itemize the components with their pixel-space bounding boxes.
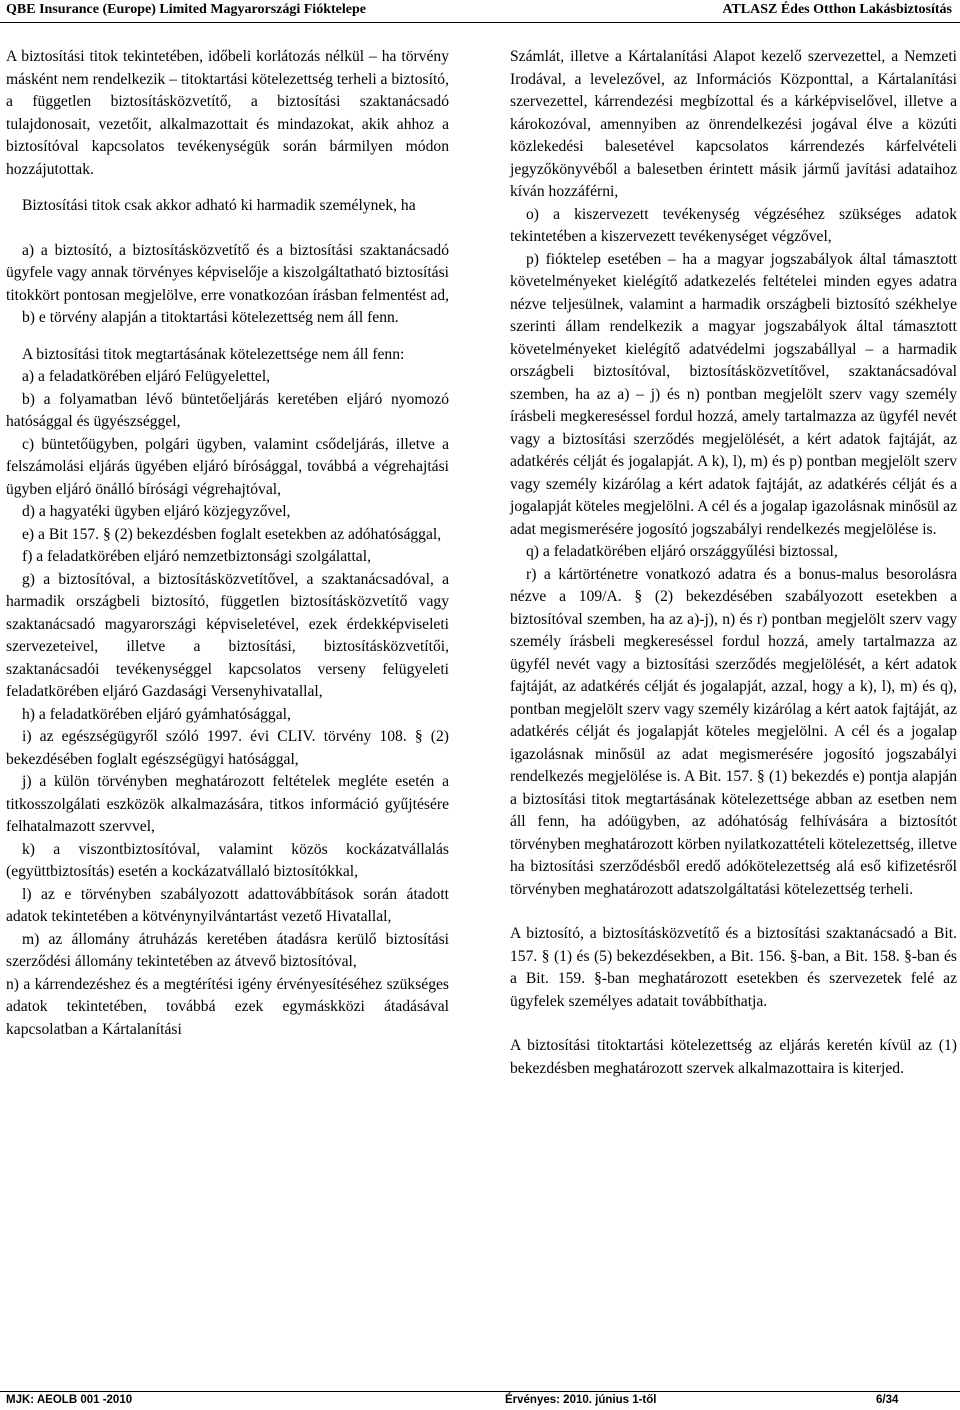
list-item: n) a kárrendezéshez és a megtérítési igény érvényesítéséhez szükséges adatok tekintetében, továbbá ezek egymáskközi átadásával kapcsolatban a Kártalanítási [6, 975, 449, 1038]
list-item: h) a feladatkörében eljáró gyámhatósággal, [22, 705, 291, 723]
list-item: o) a kiszervezett tevékenység végzéséhez szükséges adatok tekintetében a kiszervezett tevékenységet végzővel, [510, 205, 957, 245]
page-header [0, 0, 960, 23]
document-code: MJK: AEOLB 001 -2010 [6, 1394, 133, 1406]
list-item: g) a biztosítóval, a biztosításközvetítővel, a szaktanácsadóval, a harmadik országbeli biztosító, független biztosításközvetítő vagy szaktanácsadó magyarországi képviseletével, ezek érdekképviseleti szervezeteivel, illetve a biztosítási, biztosításközvetítői, szaktanácsadói tevékenységgel kapcsolatos verseny felügyeleti feladatkörében eljáró Gazdasági Versenyhivatallal, [6, 570, 449, 700]
left-column [6, 46, 449, 1041]
list-item: b) a folyamatban lévő büntetőeljárás keretében eljáró nyomozó hatósággal és ügyészséggel, [6, 390, 449, 430]
paragraph: b) e törvény alapján a titoktartási kötelezettség nem áll fenn. [22, 309, 399, 326]
list-item: r) a kártörténetre vonatkozó adatra és a bonus-malus besorolásra nézve a 109/A. § (2) bekezdésében szabályozott esetekben a biztosítóval szemben, ha az a)-j), n) és r) pontban megjelölt szerv vagy személy írásbeli megkereséssel fordul hozzá, amely tartalmazza az ügyfél nevét vagy a biztosítási szerződés megjelölését, a kért adatok fajtáját, az adatkérés célját és jogalapját, azzal, hogy a k), l), m) és q), pontban megjelölt szerv vagy személy kizárólag a kért aatok fajtáját, az adatkérés célját és jogalapját köteles megjelölni. A cél és a jogalap igazolásnak minősül az adat megismerésére jogosító jogszabályi rendelkezés megjelölése is. A Bit. 157. § (1) bekezdés e) pontja alapján a biztosítási titok megtartásának kötelezettsége abban az esetben nem áll fenn, ha adóügyben, az adóhatóság felhívására a biztosítót törvényben meghatározott körben nyilatkozattételi kötelezettség, illetve ha biztosítási szerződésből eredő adókötelezettség alá eső kifizetésről törvényben meghatározott adatszolgáltatási kötelezettség terheli. [510, 565, 957, 898]
header-product: ATLASZ Édes Otthon Lakásbiztosítás [722, 2, 952, 17]
list-item: p) fióktelep esetében – ha a magyar jogszabályok által támasztott követelményeket kielégítő adatkezelés feltételei minden egyes adatra nézve teljesülnek, valamint a harmadik országbeli biztosító székhelye szerinti állam rendelkezik a magyar jogszabályok által támasztott követelményeket kielégítő adatvédelmi jogszabállyal – a harmadik országbeli biztosítóval, biztosításközvetítővel, szaktanácsadóval szemben, ha az a) – j) és n) pontban megjelölt szerv vagy személy írásbeli megkereséssel fordul hozzá, amely tartalmazza az ügyfél nevét vagy a biztosítási szerződés megjelölését, a kért adatok fajtáját, az adatkérés célját és jogalapját. A k), l), m) és p) pontban megjelölt szerv vagy személy kizárólag a kért adatok fajtáját, az adatkérés célját és a jogalapját köteles megjelölni. A cél és a jogalap igazolásnak minősül az adat megismerésére jogosító jogszabályi rendelkezés megjelölése is. [510, 250, 957, 538]
paragraph: A biztosítási titok megtartásának kötelezettsége nem áll fenn: [22, 345, 405, 363]
paragraph: a) a biztosító, a biztosításközvetítő és a biztosítási szaktanácsadó ügyfele vagy annak törvényes képviselője a kiszolgáltatható biztosítási titokkört pontosan megjelölve, erre vonatkozóan írásban felmentést ad, [6, 241, 449, 304]
page-number: 6/34 [876, 1394, 899, 1406]
paragraph: A biztosító, a biztosításközvetítő és a biztosítási szaktanácsadó a Bit. 157. § (1) és (5) bekezdésekben, a Bit. 156. §-ban, a Bit. 158. §-ban és a Bit. 159. §-ban meghatározott esetekben és szervezetek felé az ügyfelek személyes adatait továbbíthatja. [510, 925, 957, 1010]
paragraph: Biztosítási titok csak akkor adható ki harmadik személynek, ha [22, 197, 416, 214]
list-item: m) az állomány átruházás keretében átadásra kerülő biztosítási szerződési állomány tekintetében az átvevő biztosítóval, [6, 930, 449, 970]
list-item: q) a feladatkörében eljáró országgyűlési biztossal, [526, 543, 838, 560]
paragraph: Számlát, illetve a Kártalanítási Alapot kezelő szervezettel, a Nemzeti Irodával, a levelezővel, az Információs Központtal, a Kártalanítási szervezettel, kárrendezési megbízottal és a kárképviselővel, illetve a károkozóval, amennyiben az önrendelkezési jogával élve a közúti közlekedési balesetével kapcsolatos kárrendezés kárfelvételi jegyzőkönyvéből a balesetben érintett másik jármű javítási adataihoz kíván hozzáférni, [510, 48, 957, 200]
validity-date: Érvényes: 2010. június 1-től [505, 1394, 657, 1406]
list-item: a) a feladatkörében eljáró Felügyelettel, [22, 368, 271, 385]
paragraph: A biztosítási titoktartási kötelezettség az eljárás keretén kívül az (1) bekezdésben meghatározott szervek alkalmazottaira is kiterjed. [510, 1037, 957, 1077]
list-item: d) a hagyatéki ügyben eljáró közjegyzővel, [22, 503, 291, 520]
list-item: e) a Bit 157. § (2) bekezdésben foglalt esetekben az adóhatósággal, [22, 525, 442, 543]
list-item: c) büntetőügyben, polgári ügyben, valamint csődeljárás, illetve a felszámolási eljárás ügyében eljáró bírósággal, továbbá a végrehajtási ügyben eljáró önálló bírósági végrehajtóval, [6, 435, 449, 498]
list-item: j) a külön törvényben meghatározott feltételek megléte esetén a titkosszolgálati eszközök alkalmazására, titkos információ gyűjtésére felhatalmazott szervvel, [6, 773, 449, 835]
list-item: f) a feladatkörében eljáró nemzetbiztonsági szolgálattal, [22, 548, 371, 565]
paragraph: A biztosítási titok tekintetében, időbeli korlátozás nélkül – ha törvény másként nem rendelkezik – titoktartási kötelezettség terheli a biztosító, a független biztosításközvetítő, a biztosítási szaktanácsadó tulajdonosait, vezetőit, alkalmazottait és mindazokat, akik ahhoz a biztosítóval kapcsolatos tevékenységük során bármilyen módon hozzájutottak. [6, 48, 449, 178]
right-column [510, 46, 957, 1080]
list-item: k) a viszontbiztosítóval, valamint közös kockázatvállalás (együttbiztosítás) esetén a kockázatvállaló biztosítókkal, [6, 840, 449, 880]
page-footer [0, 1391, 960, 1410]
list-item: i) az egészségügyről szóló 1997. évi CLIV. törvény 108. § (2) bekezdésében foglalt egészségügyi hatósággal, [6, 728, 449, 768]
list-item: l) az e törvényben szabályozott adattovábbítások során átadott adatok tekintetében a kötvénynyilvántartást vezető Hivatallal, [6, 885, 449, 925]
header-company: QBE Insurance (Europe) Limited Magyarországi Fióktelepe [6, 2, 366, 17]
